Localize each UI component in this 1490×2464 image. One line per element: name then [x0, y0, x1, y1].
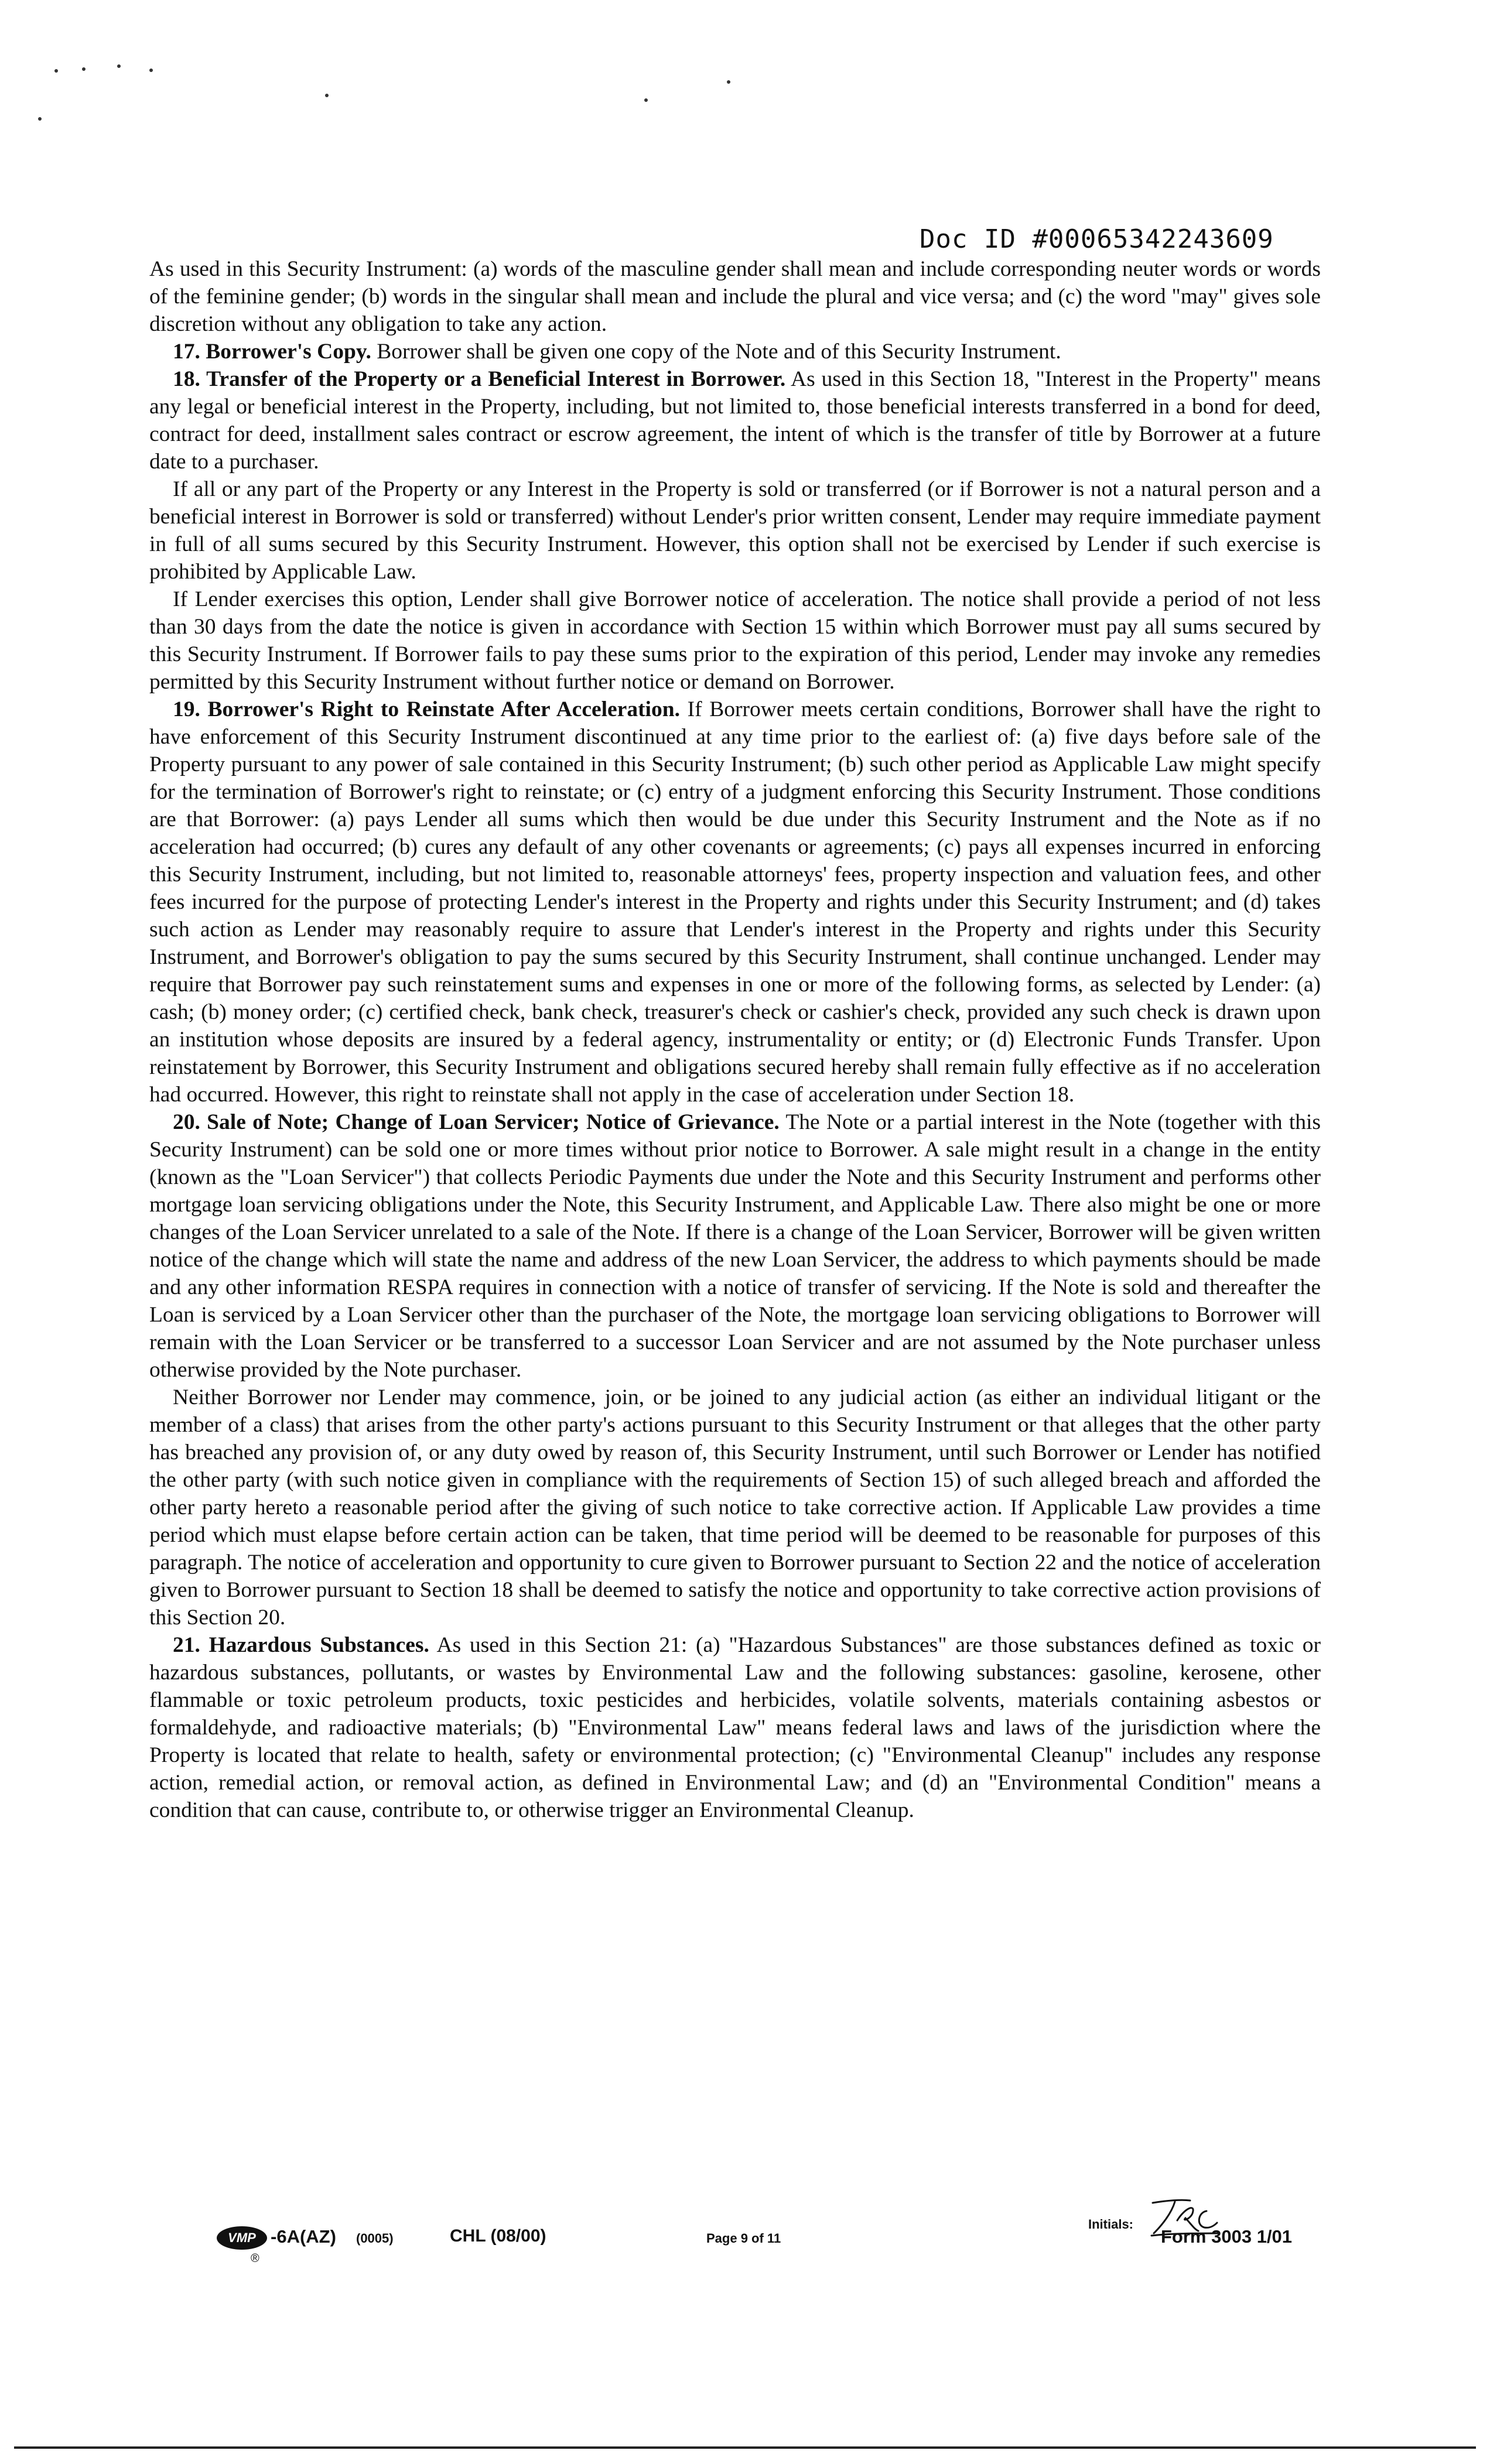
scan-speck: [54, 69, 58, 73]
paragraph: [149, 696, 1321, 1108]
form-code: -6A(AZ): [271, 2226, 336, 2247]
paragraph-text: If Lender exercises this option, Lender shall give Borrower notice of acceleration. The notice shall provide a period of not less than 30 days from the date the notice is given in accordance with Section 15 within which Borrower must pay all sums secured by this Security Instrument. If Borrower fails to pay these sums prior to the expiration of this period, Lender may invoke any remedies permitted by this Security Instrument without further notice or demand on Borrower.: [149, 587, 1321, 694]
scan-speck: [82, 67, 86, 71]
paragraph-text: As used in this Section 21: (a) "Hazardous Substances" are those substances defined as toxic or hazardous substances, pollutants, or wastes by Environmental Law and the following substances: gasoline, kerosene, other flammable or toxic petroleum products, toxic pesticides and herbicides, volatile solvents, materials containing asbestos or formaldehyde, and radioactive materials; (b) "Environmental Law" means federal laws and laws of the jurisdiction where the Property is located that relate to health, safety or environmental protection; (c) "Environmental Cleanup" includes any response action, remedial action, or removal action, as defined in Environmental Law; and (d) an "Environmental Condition" means a condition that can cause, contribute to, or otherwise trigger an Environmental Cleanup.: [149, 1633, 1321, 1822]
paragraph: [149, 1631, 1321, 1824]
paragraph-text: The Note or a partial interest in the Note (together with this Security Instrument) can be sold one or more times without prior notice to Borrower. A sale might result in a change in the entity (known as the "Loan Servicer") that collects Periodic Payments due under the Note and this Security Instrument and performs other mortgage loan servicing obligations under the Note, this Security Instrument, and Applicable Law. There also might be one or more changes of the Loan Servicer unrelated to a sale of the Note. If there is a change of the Loan Servicer, Borrower will be given written notice of the change which will state the name and address of the new Loan Servicer, the address to which payments should be made and any other information RESPA requires in connection with a notice of transfer of servicing. If the Note is sold and thereafter the Loan is serviced by a Loan Servicer other than the purchaser of the Note, the mortgage loan servicing obligations to Borrower will remain with the Loan Servicer or be transferred to a successor Loan Servicer and are not assumed by the Note purchaser unless otherwise provided by the Note purchaser.: [149, 1110, 1321, 1382]
paragraph-text: As used in this Section 18, "Interest in the Property" means any legal or beneficial interest in the Property, including, but not limited to, those beneficial interests transferred in a bond for deed, contract for deed, installment sales contract or escrow agreement, the intent of which is the transfer of title by Borrower at a future date to a purchaser.: [149, 367, 1321, 474]
paragraph: [149, 475, 1321, 586]
section-heading: 18. Transfer of the Property or a Beneficial Interest in Borrower.: [173, 367, 786, 391]
chl-code: CHL (08/00): [450, 2226, 546, 2246]
form-number: Form 3003 1/01: [1161, 2226, 1293, 2247]
paragraph-text: If Borrower meets certain conditions, Borrower shall have the right to have enforcement of this Security Instrument discontinued at any time prior to the earliest of: (a) five days before sale of the Property pursuant to any power of sale contained in this Security Instrument; (b) such other period as Applicable Law might specify for the termination of Borrower's right to reinstate; or (c) entry of a judgment enforcing this Security Instrument. Those conditions are that Borrower: (a) pays Lender all sums which then would be due under this Security Instrument and the Note as if no acceleration had occurred; (b) cures any default of any other covenants or agreements; (c) pays all expenses incurred in enforcing this Security Instrument, including, but not limited to, reasonable attorneys' fees, property inspection and valuation fees, and other fees incurred for the purpose of protecting Lender's interest in the Property and rights under this Security Instrument; and (d) takes such action as Lender may reasonably require to assure that Lender's interest in the Property and rights under this Security Instrument, and Borrower's obligation to pay the sums secured by this Security Instrument, shall continue unchanged. Lender may require that Borrower pay such reinstatement sums and expenses in one or more of the following forms, as selected by Lender: (a) cash; (b) money order; (c) certified check, bank check, treasurer's check or cashier's check, provided any such check is drawn upon an institution whose deposits are insured by a federal agency, instrumentality or entity; or (d) Electronic Funds Transfer. Upon reinstatement by Borrower, this Security Instrument and obligations secured hereby shall remain fully effective as if no acceleration had occurred. However, this right to reinstate shall not apply in the case of acceleration under Section 18.: [149, 697, 1321, 1107]
page-footer: [0, 2218, 1490, 2312]
paragraph-text: If all or any part of the Property or any Interest in the Property is sold or transferred (or if Borrower is not a natural person and a beneficial interest in Borrower is sold or transferred) without Lender's prior written consent, Lender may require immediate payment in full of all sums secured by this Security Instrument. However, this option shall not be exercised by Lender if such exercise is prohibited by Applicable Law.: [149, 477, 1321, 584]
scan-speck: [325, 94, 329, 97]
paragraph: [149, 255, 1321, 338]
paragraph: [149, 586, 1321, 696]
bottom-rule: [14, 2446, 1476, 2449]
section-heading: 20. Sale of Note; Change of Loan Servicer; Notice of Grievance.: [173, 1110, 780, 1134]
paragraph: [149, 338, 1321, 365]
scan-speck: [644, 98, 648, 102]
document-body: [149, 255, 1321, 1824]
scan-speck: [727, 80, 730, 84]
paragraph: [149, 1108, 1321, 1384]
doc-id: Doc ID #00065342243609: [920, 224, 1274, 254]
initials-label: Initials:: [1088, 2217, 1134, 2232]
paragraph: [149, 365, 1321, 475]
section-heading: 17. Borrower's Copy.: [173, 340, 371, 364]
paragraph-text: Neither Borrower nor Lender may commence, join, or be joined to any judicial action (as either an individual litigant or the member of a class) that arises from the other party's actions pursuant to this Security Instrument or that alleges that the other party has breached any provision of, or any duty owed by reason of, this Security Instrument, until such Borrower or Lender has notified the other party (with such notice given in compliance with the requirements of Section 15) of such alleged breach and afforded the other party hereto a reasonable period after the giving of such notice to take corrective action. If Applicable Law provides a time period which must elapse before certain action can be taken, that time period will be deemed to be reasonable for purposes of this paragraph. The notice of acceleration and opportunity to cure given to Borrower pursuant to Section 22 and the notice of acceleration given to Borrower pursuant to Section 18 shall be deemed to satisfy the notice and opportunity to take corrective action provisions of this Section 20.: [149, 1385, 1321, 1630]
section-heading: 21. Hazardous Substances.: [173, 1633, 429, 1657]
registered-mark: ®: [251, 2252, 259, 2265]
vmp-logo-text: VMP: [228, 2230, 256, 2245]
scan-speck: [117, 64, 121, 68]
paragraph: [149, 1384, 1321, 1631]
form-code-suffix: (0005): [356, 2231, 394, 2246]
scan-speck: [38, 117, 42, 121]
paragraph-text: As used in this Security Instrument: (a) words of the masculine gender shall mean and include corresponding neuter words or words of the feminine gender; (b) words in the singular shall mean and include the plural and vice versa; and (c) the word "may" gives sole discretion without any obligation to take any action.: [149, 257, 1321, 336]
section-heading: 19. Borrower's Right to Reinstate After Acceleration.: [173, 697, 680, 721]
page-number: Page 9 of 11: [706, 2231, 781, 2246]
paragraph-text: Borrower shall be given one copy of the Note and of this Security Instrument.: [371, 340, 1061, 364]
scan-speck: [149, 69, 153, 72]
vmp-logo: [217, 2226, 267, 2250]
